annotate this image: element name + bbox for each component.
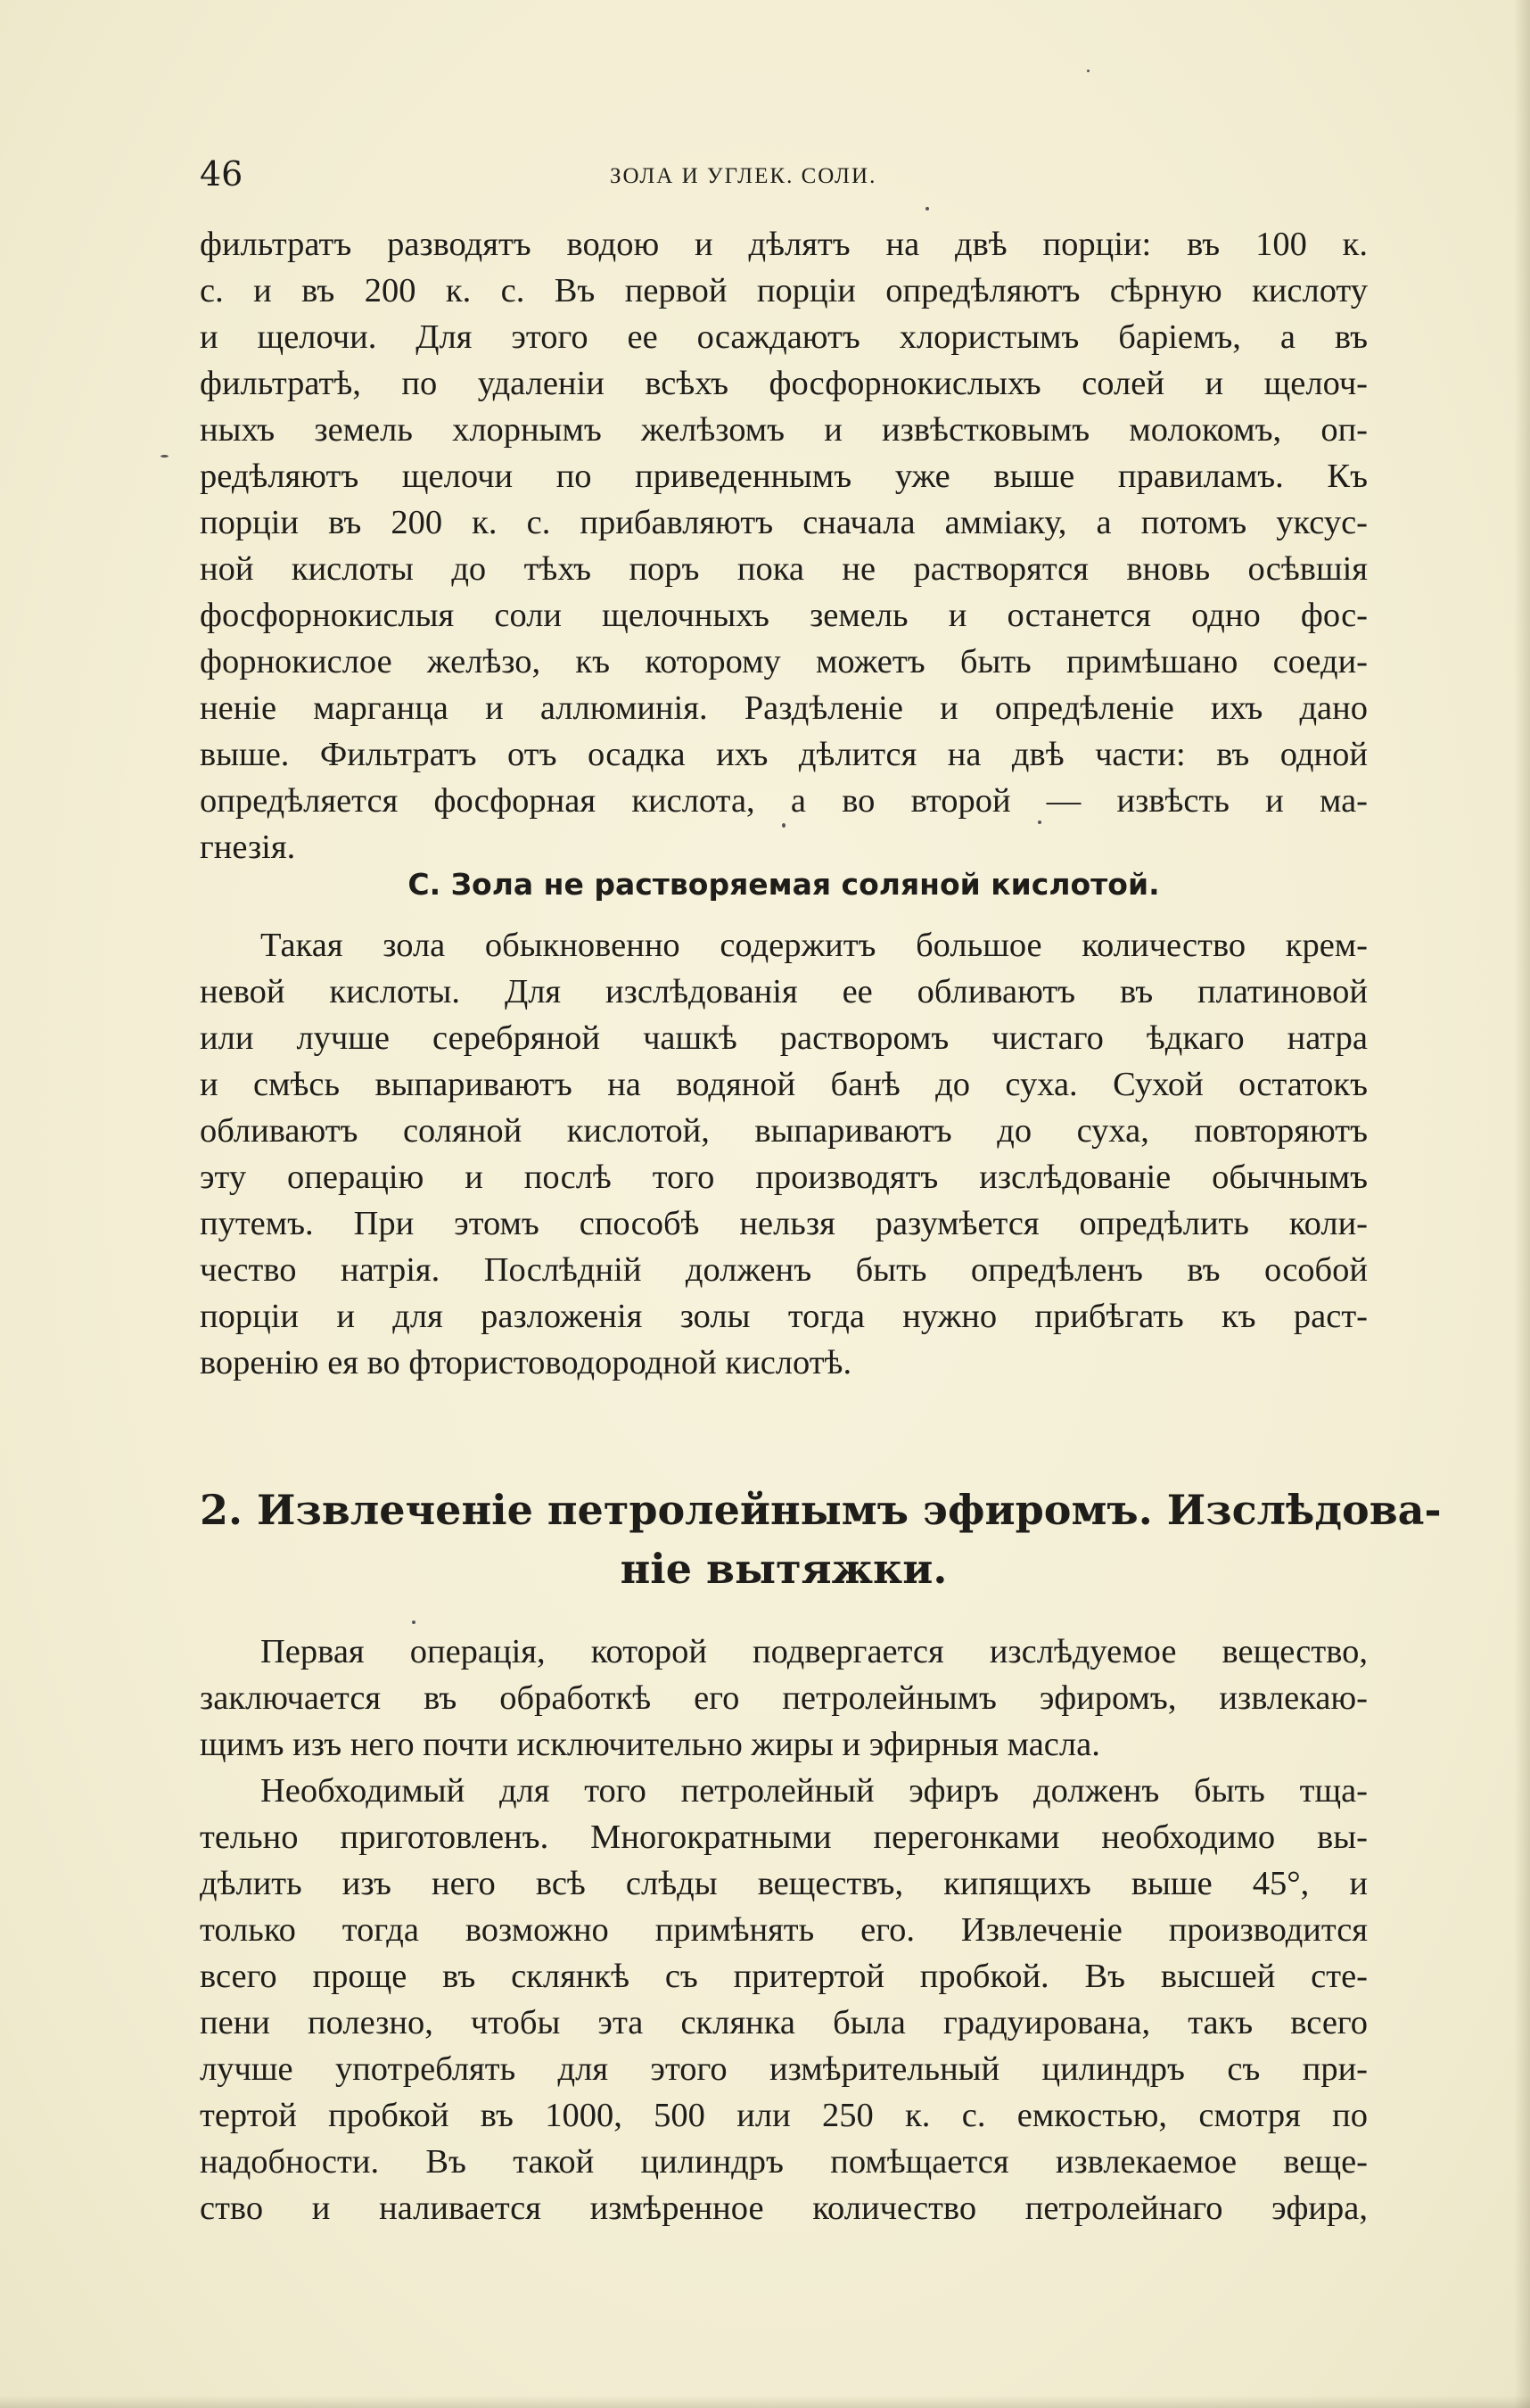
text-line: путемъ. При этомъ способѣ нельзя разумѣется опредѣлить коли- bbox=[200, 1205, 1368, 1242]
page-header bbox=[200, 153, 1359, 198]
text-line: пени полезно, чтобы эта склянка была градуирована, такъ всего bbox=[200, 2004, 1368, 2041]
page-edge-shadow-right bbox=[1514, 0, 1530, 2408]
page-number: 46 bbox=[200, 154, 243, 194]
text-line: или лучше серебряной чашкѣ растворомъ чистаго ѣдкаго натра bbox=[200, 1019, 1368, 1057]
text-line: порціи въ 200 к. с. прибавляютъ сначала амміаку, а потомъ уксус- bbox=[200, 504, 1368, 541]
text-line: выше. Фильтратъ отъ осадка ихъ дѣлится на двѣ части: въ одной bbox=[200, 736, 1368, 773]
text-line: дѣлить изъ него всѣ слѣды веществъ, кипящихъ выше 45°, и bbox=[200, 1865, 1368, 1902]
section-heading bbox=[200, 1480, 1442, 1598]
text-line: ство и наливается измѣренное количество петролейнаго эфира, bbox=[200, 2189, 1368, 2227]
text-line: и щелочи. Для этого ее осаждаютъ хлористымъ баріемъ, а въ bbox=[200, 318, 1368, 356]
text-line: Необходимый для того петролейный эфиръ долженъ быть тща- bbox=[260, 1772, 1368, 1810]
text-line: неніе марганца и аллюминія. Раздѣленіе и опредѣленіе ихъ дано bbox=[200, 689, 1368, 727]
text-line: Первая операція, которой подвергается изслѣдуемое вещество, bbox=[260, 1633, 1368, 1670]
text-line: щимъ изъ него почти исключительно жиры и эфирныя масла. bbox=[200, 1726, 1100, 1763]
text-line: опредѣляется фосфорная кислота, а во второй — извѣсть и ма- bbox=[200, 782, 1368, 820]
paragraph-3 bbox=[200, 1629, 1368, 1768]
text-line: форнокислое желѣзо, къ которому можетъ быть примѣшано соеди- bbox=[200, 643, 1368, 680]
text-line: тельно приготовленъ. Многократными перегонками необходимо вы- bbox=[200, 1818, 1368, 1856]
text-line: лучше употреблять для этого измѣрительный цилиндръ съ при- bbox=[200, 2050, 1368, 2088]
text-line: редѣляютъ щелочи по приведеннымъ уже выше правиламъ. Къ bbox=[200, 458, 1368, 495]
text-line: ной кислоты до тѣхъ поръ пока не растворятся вновь осѣвшія bbox=[200, 550, 1368, 588]
paragraph-1 bbox=[200, 221, 1368, 870]
text-line: всего проще въ склянкѣ съ притертой пробкой. Въ высшей сте- bbox=[200, 1958, 1368, 1995]
page-edge-shadow-bottom bbox=[0, 2396, 1530, 2408]
text-line: порціи и для разложенія золы тогда нужно прибѣгать къ раст- bbox=[200, 1298, 1368, 1335]
text-line: фильтратѣ, по удаленіи всѣхъ фосфорнокислыхъ солей и щелоч- bbox=[200, 365, 1368, 402]
text-line: Такая зола обыкновенно содержитъ большое количество крем- bbox=[260, 927, 1368, 964]
text-line: воренію ея во фтористоводородной кислотѣ. bbox=[200, 1344, 852, 1381]
text-line: эту операцію и послѣ того производятъ изслѣдованіе обычнымъ bbox=[200, 1159, 1368, 1196]
scan-speck bbox=[925, 207, 929, 210]
text-line: чество натрія. Послѣдній долженъ быть опредѣленъ въ особой bbox=[200, 1251, 1368, 1289]
text-line: надобности. Въ такой цилиндръ помѣщается извлекаемое веще- bbox=[200, 2143, 1368, 2181]
text-line: гнезія. bbox=[200, 829, 296, 866]
text-line: только тогда возможно примѣнять его. Извлеченіе производится bbox=[200, 1911, 1368, 1949]
text-line: невой кислоты. Для изслѣдованія ее обливаютъ въ платиновой bbox=[200, 973, 1368, 1010]
section-heading-line: 2. Извлеченіе петролейнымъ эфиромъ. Изслѣдова- bbox=[200, 1486, 1442, 1534]
scan-speck bbox=[412, 1620, 415, 1624]
scan-speck bbox=[160, 455, 169, 458]
paragraph-4 bbox=[200, 1768, 1368, 2231]
section-heading-line: ніе вытяжки. bbox=[620, 1545, 948, 1593]
text-line: с. и въ 200 к. с. Въ первой порціи опредѣляютъ сѣрную кислоту bbox=[200, 272, 1368, 309]
text-line: заключается въ обработкѣ его петролейнымъ эфиромъ, извлекаю- bbox=[200, 1679, 1368, 1717]
scan-speck bbox=[1087, 70, 1090, 72]
text-line: ныхъ земель хлорнымъ желѣзомъ и извѣстковымъ молокомъ, оп- bbox=[200, 411, 1368, 449]
text-line: фосфорнокислыя соли щелочныхъ земель и останется одно фос- bbox=[200, 597, 1368, 634]
running-head: ЗОЛА И УГЛЕК. СОЛИ. bbox=[610, 164, 877, 188]
text-line: и смѣсь выпариваютъ на водяной банѣ до суха. Сухой остатокъ bbox=[200, 1066, 1368, 1103]
paragraph-2 bbox=[200, 922, 1368, 1386]
text-line: фильтратъ разводятъ водою и дѣлятъ на двѣ порціи: въ 100 к. bbox=[200, 226, 1368, 263]
text-line: тертой пробкой въ 1000, 500 или 250 к. с. емкостью, смотря по bbox=[200, 2097, 1368, 2134]
text-line: обливаютъ соляной кислотой, выпариваютъ до суха, повторяютъ bbox=[200, 1112, 1368, 1150]
subheading-c: С. Зола не растворяемая соляной кислотой. bbox=[407, 867, 1160, 902]
